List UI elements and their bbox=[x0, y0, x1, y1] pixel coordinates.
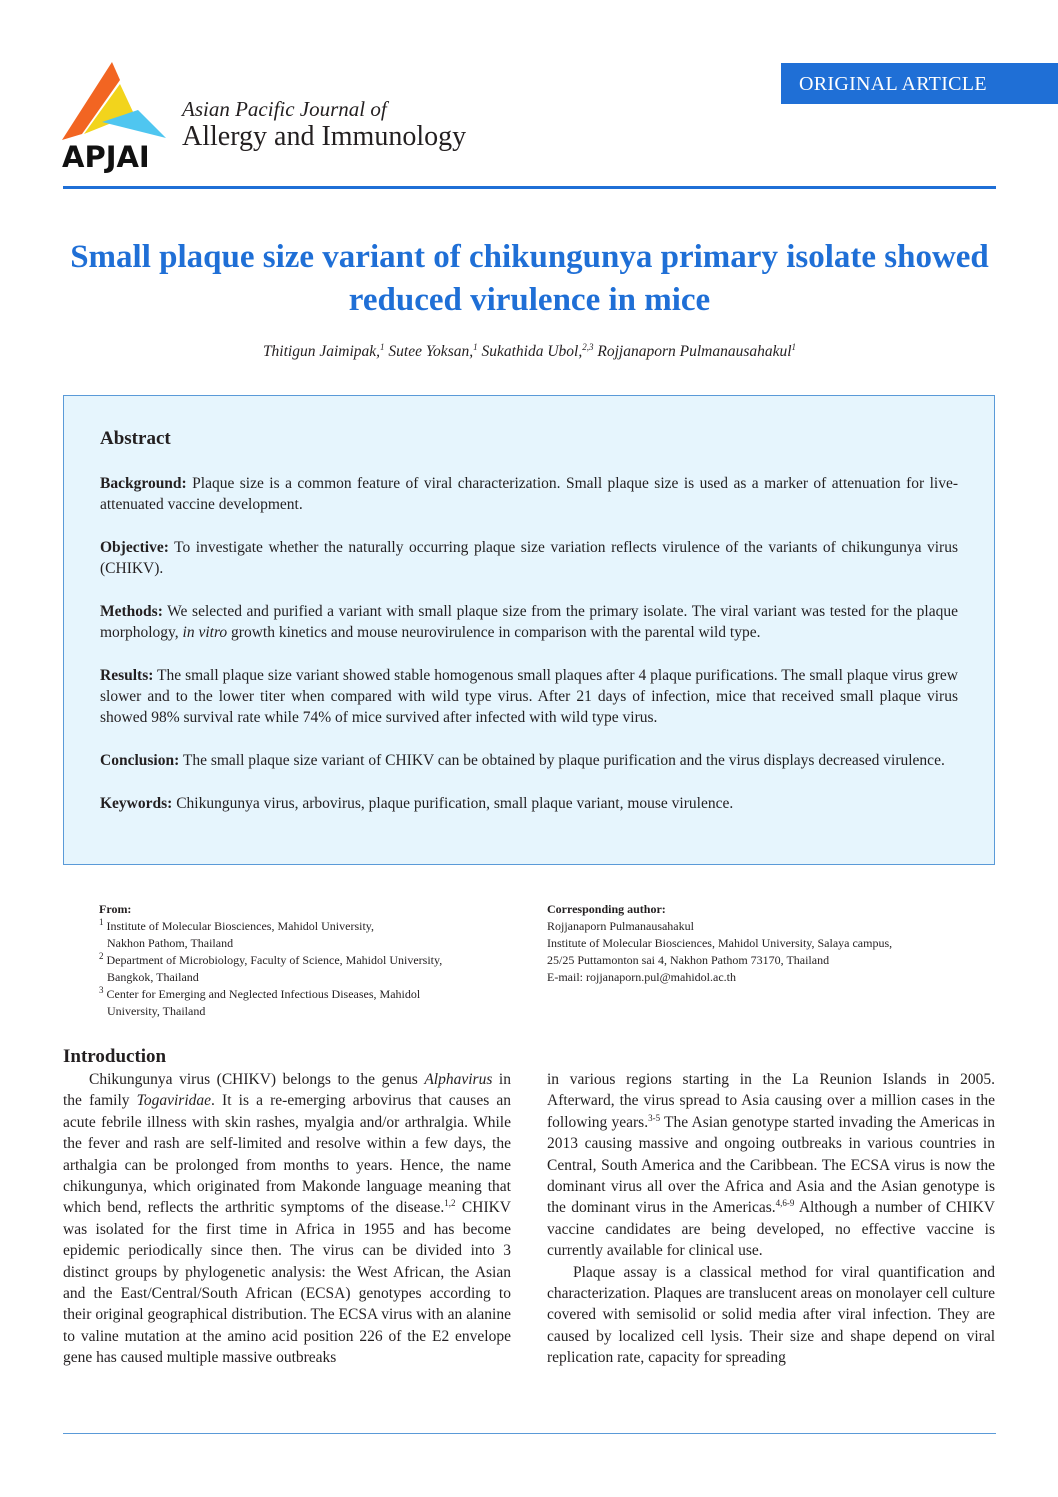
affiliation-item bbox=[99, 986, 519, 1020]
abstract-section bbox=[100, 601, 958, 643]
abstract-section bbox=[100, 665, 958, 728]
body-paragraph bbox=[63, 1069, 511, 1369]
text-run: The small plaque size variant of CHIKV can be obtained by plaque purification and the virus displays decreased virulence. bbox=[179, 752, 945, 769]
author-name: Rojjanaporn Pulmanausahakul bbox=[593, 343, 792, 360]
author-affiliation-sup: 2,3 bbox=[582, 341, 594, 352]
author-name: Sukathida Ubol, bbox=[477, 343, 583, 360]
italic-text: Togaviridae bbox=[136, 1092, 212, 1110]
text-run: CHIKV was isolated for the first time in Africa in 1955 and has become epidemic periodically since then. The virus can be divided into 3 distinct groups by phylogenetic analysis: the West African, the Asian and the East/Central/South African (ECSA) genotypes according to their original geographical distribution. The ECSA virus with an alanine to valine mutation at the amino acid position 226 of the E2 envelope gene has caused multiple massive outbreaks bbox=[63, 1199, 511, 1367]
citation-superscript: 1,2 bbox=[444, 1198, 456, 1209]
body-paragraph bbox=[547, 1069, 995, 1262]
corresponding-name: Rojjanaporn Pulmanausahakul bbox=[547, 919, 694, 933]
corresponding-email[interactable]: E-mail: rojjanaporn.pul@mahidol.ac.th bbox=[547, 970, 736, 984]
text-run: Chikungunya virus, arbovirus, plaque purification, small plaque variant, mouse virulence. bbox=[172, 795, 734, 812]
author-name: Thitigun Jaimipak, bbox=[262, 343, 381, 360]
text-run: Chikungunya virus (CHIKV) belongs to the genus bbox=[89, 1071, 425, 1088]
from-label: From: bbox=[99, 902, 132, 916]
text-run: To investigate whether the naturally occurring plaque size variation reflects virulence of the variants of chikungunya virus (CHIKV). bbox=[100, 539, 958, 577]
article-type-badge: ORIGINAL ARTICLE bbox=[781, 63, 1058, 104]
affiliation-list bbox=[99, 918, 519, 1020]
text-run: The small plaque size variant showed stable homogenous small plaques after 4 plaque purifications. The small plaque virus grew slower and to the lower titer when compared with wild type virus. After 21 days of infection, mice that received small plaque virus showed 98% survival rate while 74% of mice survived after infected with wild type virus. bbox=[100, 667, 958, 726]
logo-text: APJAI bbox=[62, 140, 150, 174]
article-title: Small plaque size variant of chikungunya primary isolate showed reduced virulence in mice bbox=[70, 239, 989, 318]
abstract-section-label: Objective: bbox=[100, 539, 169, 556]
apjai-logo-icon bbox=[62, 62, 166, 142]
affiliation-line: Center for Emerging and Neglected Infectious Diseases, Mahidol bbox=[103, 987, 421, 1001]
text-run: Although a number of CHIKV vaccine candidates are being developed, no effective vaccine is currently available for clinical use. bbox=[547, 1199, 995, 1260]
text-run: We selected and purified a variant with small plaque size from the primary isolate. The viral variant was tested for the plaque morphology, bbox=[100, 603, 958, 641]
body-paragraph bbox=[547, 1262, 995, 1369]
text-run: in various regions starting in the La Reunion Islands in 2005. Afterward, the virus spread to Asia causing over a million cases in the following years. bbox=[547, 1071, 995, 1131]
affiliation-line: Bangkok, Thailand bbox=[107, 970, 199, 984]
affiliation-item bbox=[99, 918, 519, 952]
abstract-section-label: Methods: bbox=[100, 603, 163, 620]
abstract-section-label: Background: bbox=[100, 475, 187, 492]
abstract-section-label: Conclusion: bbox=[100, 752, 180, 769]
citation-superscript: 4,6-9 bbox=[775, 1198, 795, 1209]
affiliations bbox=[99, 901, 519, 1020]
abstract-section-label: Keywords: bbox=[100, 795, 173, 812]
author-affiliation-sup: 1 bbox=[473, 341, 478, 352]
affiliation-line: University, Thailand bbox=[107, 1004, 206, 1018]
abstract-section bbox=[100, 793, 958, 814]
text-run: growth kinetics and mouse neurovirulence in comparison with the parental wild type. bbox=[227, 624, 761, 641]
corresponding-address-1: Institute of Molecular Biosciences, Mahidol University, Salaya campus, bbox=[547, 936, 893, 950]
abstract-section bbox=[100, 750, 958, 771]
abstract-heading: Abstract bbox=[100, 428, 171, 449]
author-affiliation-sup: 1 bbox=[791, 341, 797, 352]
affiliation-number: 1 bbox=[99, 917, 104, 927]
affiliation-line: Institute of Molecular Biosciences, Mahidol University, bbox=[103, 919, 374, 933]
text-run: Plaque size is a common feature of viral characterization. Small plaque size is used as a marker of attenuation for live-attenuated vaccine development. bbox=[100, 475, 958, 513]
author-list bbox=[63, 343, 996, 361]
author-name: Sutee Yoksan, bbox=[384, 343, 474, 360]
affiliation-line: Nakhon Pathom, Thailand bbox=[107, 936, 234, 950]
body-column-right bbox=[547, 1069, 995, 1369]
italic-text: Alphavirus bbox=[424, 1071, 493, 1088]
citation-superscript: 3-5 bbox=[648, 1112, 661, 1123]
abstract-box bbox=[63, 395, 995, 865]
body-column-left bbox=[63, 1069, 511, 1369]
text-run: . It is a re-emerging arbovirus that causes an acute febrile illness with skin rashes, myalgia and/or arthralgia. While the fever and rash are self-limited and resolve within a few days, the arthalgia can be prolonged from months to years. Hence, the name chikungunya, which originated from Makonde language meaning that which bend, reflects the arthritic symptoms of the disease. bbox=[63, 1092, 511, 1217]
italic-text: in vitro bbox=[182, 624, 228, 641]
journal-name-line1: Asian Pacific Journal of bbox=[182, 97, 387, 121]
abstract-section bbox=[100, 473, 958, 515]
text-run: Plaque assay is a classical method for viral quantification and characterization. Plaques are translucent areas on monolayer cell culture covered with semisolid or solid media after viral infection. They are caused by localized cell lysis. Their size and shape depend on viral replication rate, capacity for spreading bbox=[547, 1263, 995, 1367]
author-affiliation-sup: 1 bbox=[380, 341, 385, 352]
text-run: The Asian genotype started invading the Americas in 2013 causing massive and ongoing outbreaks in various countries in Central, South America and the Caribbean. The ECSA virus is now the dominant virus all over the Africa and Asia and the Asian genotype is the dominant virus in the Americas. bbox=[547, 1113, 995, 1217]
corresponding-address-2: 25/25 Puttamonton sai 4, Nakhon Pathom 73170, Thailand bbox=[547, 953, 830, 967]
introduction-heading: Introduction bbox=[63, 1046, 167, 1067]
header-divider bbox=[63, 186, 996, 189]
affiliation-item bbox=[99, 952, 519, 986]
affiliation-number: 2 bbox=[99, 951, 104, 961]
abstract-section bbox=[100, 537, 958, 579]
text-run: in the family bbox=[63, 1071, 511, 1110]
corresponding-label: Corresponding author: bbox=[547, 902, 666, 916]
abstract-sections bbox=[100, 473, 958, 814]
affiliation-number: 3 bbox=[99, 985, 104, 995]
affiliation-line: Department of Microbiology, Faculty of Science, Mahidol University, bbox=[103, 953, 443, 967]
footer-divider bbox=[63, 1433, 996, 1434]
abstract-section-label: Results: bbox=[100, 667, 154, 684]
journal-name-line2: Allergy and Immunology bbox=[182, 121, 467, 152]
corresponding-author bbox=[547, 901, 977, 986]
